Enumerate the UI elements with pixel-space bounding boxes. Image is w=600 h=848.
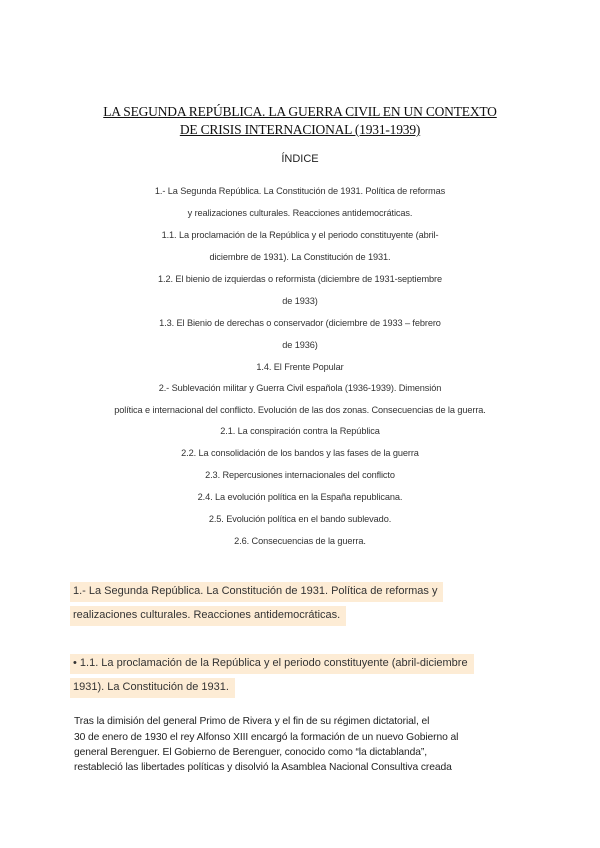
toc-line: 1.4. El Frente Popular: [256, 362, 344, 372]
toc-line: diciembre de 1931). La Constitución de 1931.: [209, 252, 391, 262]
toc-line: de 1933): [282, 296, 318, 306]
toc-line: política e internacional del conflicto. Evolución de las dos zonas. Consecuencias de la guerra.: [114, 405, 486, 415]
document-title-line-1: LA SEGUNDA REPÚBLICA. LA GUERRA CIVIL EN UN CONTEXTO: [103, 104, 497, 119]
section-1-heading-line-1: 1.- La Segunda República. La Constitución de 1931. Política de reformas y: [70, 582, 443, 602]
toc-line: 2.- Sublevación militar y Guerra Civil española (1936-1939). Dimensión: [158, 383, 442, 393]
paragraph-line: general Berenguer. El Gobierno de Berenguer, conocido como “la dictablanda”,: [74, 747, 428, 758]
toc-line: 2.1. La conspiración contra la República: [220, 426, 380, 436]
subsection-1-1-heading-line-2: 1931). La Constitución de 1931.: [70, 678, 235, 698]
section-1-heading-line-2: realizaciones culturales. Reacciones antidemocráticas.: [70, 606, 346, 626]
paragraph-line: restableció las libertades políticas y disolvió la Asamblea Nacional Consultiva creada: [74, 762, 452, 773]
toc-line: 2.6. Consecuencias de la guerra.: [234, 536, 366, 546]
paragraph-line: 30 de enero de 1930 el rey Alfonso XIII encargó la formación de un nuevo Gobierno al: [74, 732, 459, 743]
toc-line: 2.4. La evolución política en la España republicana.: [197, 492, 403, 502]
toc-line: 2.5. Evolución política en el bando sublevado.: [208, 514, 392, 524]
toc-line: 2.2. La consolidación de los bandos y las fases de la guerra: [181, 448, 419, 458]
toc-line: 1.2. El bienio de izquierdas o reformista (diciembre de 1931-septiembre: [158, 274, 442, 284]
toc-line: 2.3. Repercusiones internacionales del conflicto: [205, 470, 395, 480]
toc-line: 1.- La Segunda República. La Constitución de 1931. Política de reformas: [154, 186, 446, 196]
toc-line: 1.1. La proclamación de la República y el periodo constituyente (abril-: [161, 230, 439, 240]
toc-line: y realizaciones culturales. Reacciones antidemocráticas.: [187, 208, 413, 218]
toc-line: 1.3. El Bienio de derechas o conservador (diciembre de 1933 – febrero: [159, 318, 441, 328]
document-title-line-2: DE CRISIS INTERNACIONAL (1931-1939): [179, 122, 421, 137]
subsection-1-1-heading-line-1: • 1.1. La proclamación de la República y el periodo constituyente (abril-diciembre: [70, 654, 474, 674]
paragraph-line: Tras la dimisión del general Primo de Rivera y el fin de su régimen dictatorial, el: [74, 716, 430, 727]
index-heading: ÍNDICE: [281, 153, 319, 165]
toc-line: de 1936): [282, 340, 318, 350]
